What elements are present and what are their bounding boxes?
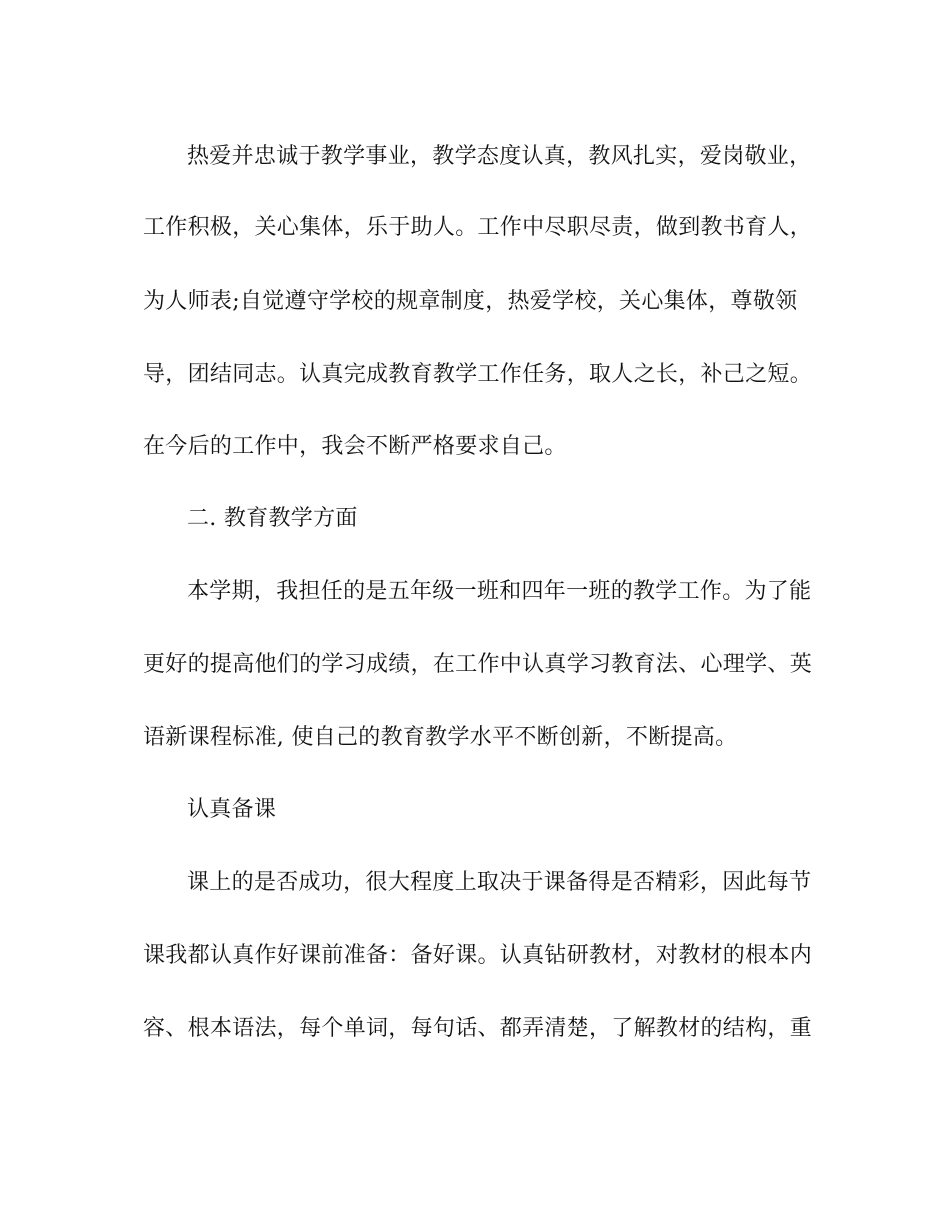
paragraph-line-10: 课我都认真作好课前准备：备好课。认真钻研教材，对教材的根本内 [143,943,813,968]
section-heading: 二. 教育教学方面 [187,506,358,531]
paragraph-line-7: 更好的提高他们的学习成绩，在工作中认真学习教育法、心理学、英 [143,652,813,677]
subsection-heading: 认真备课 [187,797,277,822]
paragraph-line-8: 语新课程标准, 使自己的教育教学水平不断创新，不断提高。 [143,725,738,750]
paragraph-line-11: 容、根本语法，每个单词，每句话、都弄清楚，了解教材的结构，重 [143,1016,813,1041]
paragraph-line-4: 导，团结同志。认真完成教育教学工作任务，取人之长，补己之短。 [143,362,813,387]
paragraph-line-3: 为人师表;自觉遵守学校的规章制度，热爱学校，关心集体，尊敬领 [143,289,798,314]
paragraph-line-5: 在今后的工作中，我会不断严格要求自己。 [143,434,567,459]
paragraph-line-9: 课上的是否成功，很大程度上取决于课备得是否精彩，因此每节 [187,870,812,895]
paragraph-line-2: 工作积极，关心集体，乐于助人。工作中尽职尽责，做到教书育人， [143,215,813,240]
paragraph-line-1: 热爱并忠诚于教学事业，教学态度认真，教风扎实，爱岗敬业， [187,144,812,169]
paragraph-line-6: 本学期，我担任的是五年级一班和四年一班的教学工作。为了能 [187,579,812,604]
